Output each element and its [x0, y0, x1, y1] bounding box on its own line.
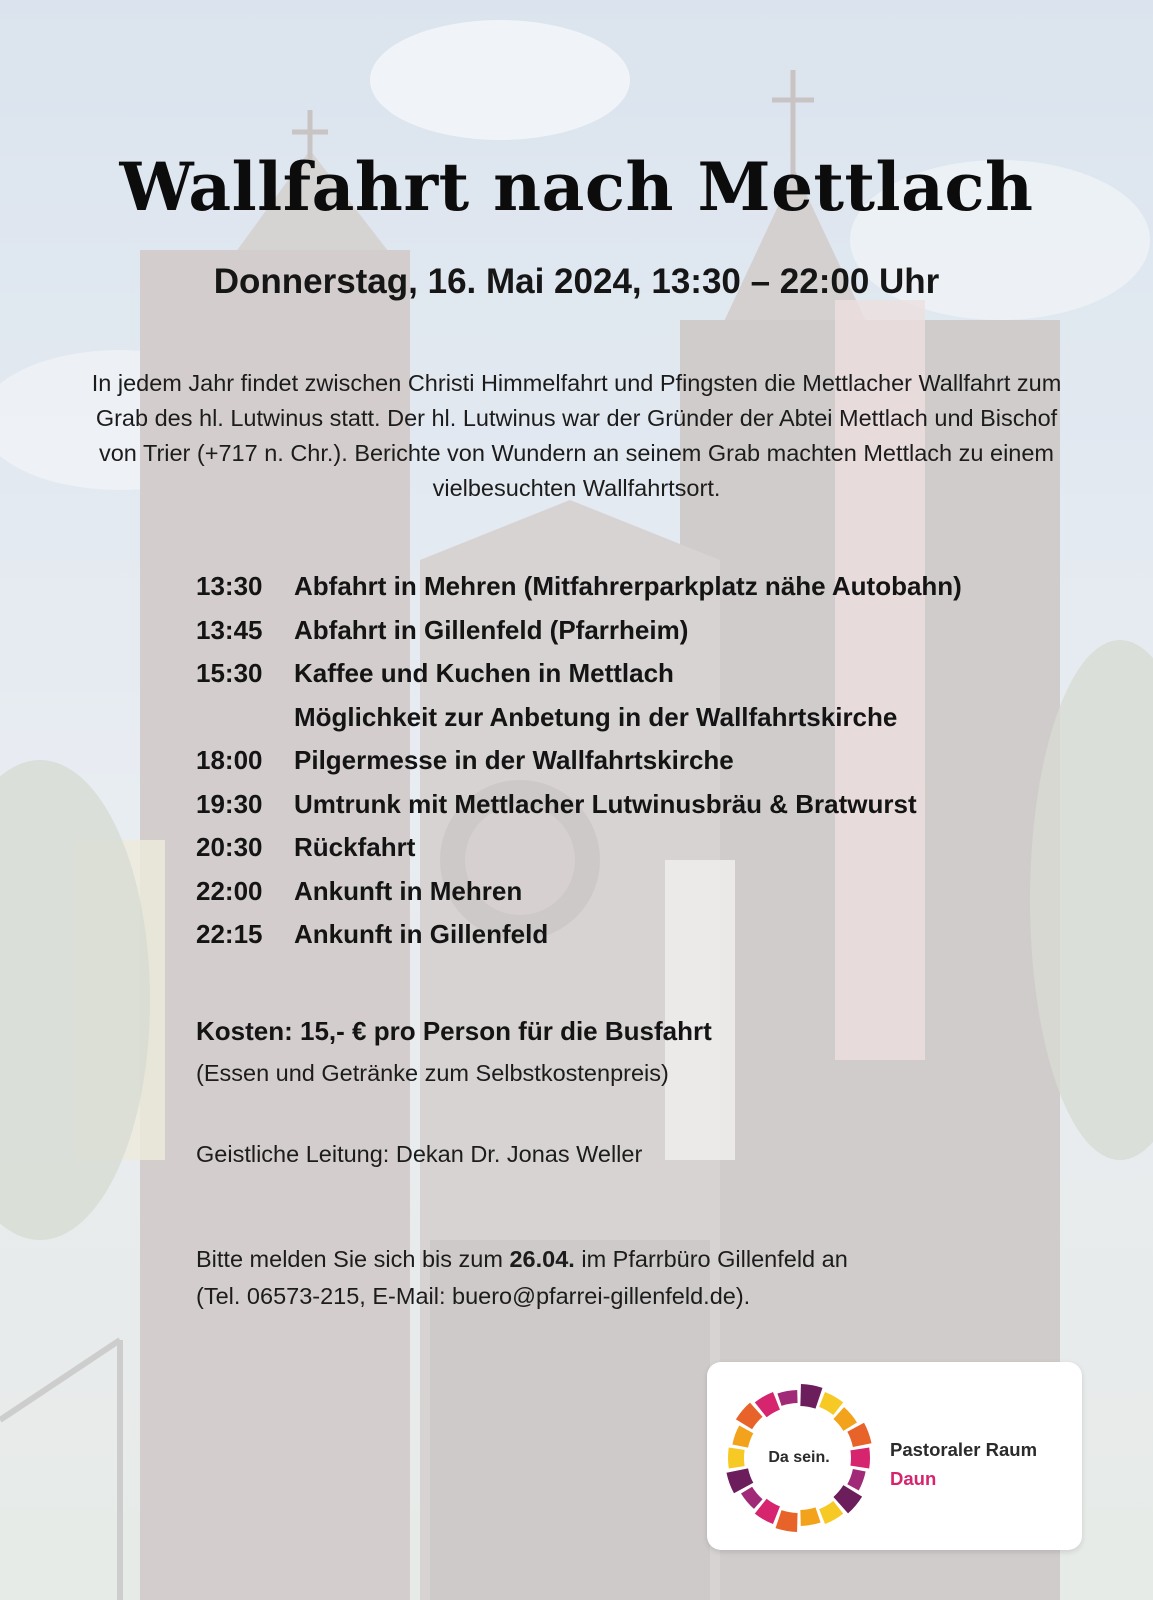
- schedule-text: Ankunft in Mehren: [294, 875, 523, 906]
- schedule-text: Ankunft in Gillenfeld: [294, 919, 549, 950]
- schedule-text: Möglichkeit zur Anbetung in der Wallfahrtskirche: [294, 701, 898, 732]
- registration-contact: (Tel. 06573-215, E-Mail: buero@pfarrei-gillenfeld.de).: [196, 1283, 751, 1309]
- schedule-item: [196, 609, 1096, 653]
- schedule-time: 22:15: [196, 919, 263, 950]
- schedule-text: Abfahrt in Gillenfeld (Pfarrheim): [294, 614, 689, 645]
- schedule-time: 20:30: [196, 832, 263, 863]
- schedule-text: Pilgermesse in der Wallfahrtskirche: [294, 745, 734, 776]
- schedule-time: 18:00: [196, 745, 263, 776]
- logo-ring-text: Da sein.: [768, 1449, 830, 1466]
- schedule-item: [196, 565, 1096, 609]
- schedule-list: [196, 565, 1096, 957]
- schedule-time: 22:00: [196, 875, 263, 906]
- schedule-item: [196, 826, 1096, 870]
- schedule-item: [196, 696, 1096, 740]
- schedule-time: 19:30: [196, 788, 263, 819]
- schedule-item: [196, 739, 1096, 783]
- registration-deadline: 26.04.: [509, 1246, 575, 1272]
- spiritual-leader: Geistliche Leitung: Dekan Dr. Jonas Weller: [196, 1141, 643, 1167]
- event-date: Donnerstag, 16. Mai 2024, 13:30 – 22:00 Uhr: [213, 262, 940, 301]
- intro-paragraph: In jedem Jahr findet zwischen Christi Himmelfahrt und Pfingsten die Mettlacher Wallfahrt zum Grab des hl. Lutwinus statt. Der hl. Lutwinus war der Gründer der Abtei Mettlach und Bischof von Trier (+717 n. Chr.). Berichte von Wundern an seinem Grab machten Mettlach zu einem vielbesuchten Wallfahrtsort.: [91, 370, 1062, 501]
- registration-after: im Pfarrbüro Gillenfeld an: [574, 1246, 848, 1272]
- registration-line: [196, 1241, 848, 1278]
- schedule-text: Abfahrt in Mehren (Mitfahrerparkplatz nähe Autobahn): [294, 571, 962, 602]
- schedule-time: 13:30: [196, 571, 263, 602]
- schedule-item: [196, 652, 1096, 696]
- schedule-text: Kaffee und Kuchen in Mettlach: [294, 658, 674, 689]
- page-title: Wallfahrt nach Mettlach: [119, 148, 1034, 226]
- pastoral-area-logo: [707, 1362, 1082, 1550]
- costs-label: Kosten: 15,- € pro Person für die Busfahrt: [196, 1016, 712, 1046]
- schedule-item: [196, 783, 1096, 827]
- registration-info: [196, 1241, 848, 1315]
- logo-org-place: Daun: [890, 1468, 937, 1489]
- schedule-time: 15:30: [196, 658, 263, 689]
- schedule-text: Rückfahrt: [294, 832, 416, 863]
- schedule-item: [196, 870, 1096, 914]
- schedule-item: [196, 913, 1096, 957]
- schedule-time: 13:45: [196, 614, 263, 645]
- logo-org-name: Pastoraler Raum: [890, 1439, 1038, 1460]
- costs-note: (Essen und Getränke zum Selbstkostenpreis): [196, 1060, 669, 1086]
- schedule-text: Umtrunk mit Mettlacher Lutwinusbräu & Bratwurst: [294, 788, 917, 819]
- registration-before: Bitte melden Sie sich bis zum: [196, 1246, 510, 1272]
